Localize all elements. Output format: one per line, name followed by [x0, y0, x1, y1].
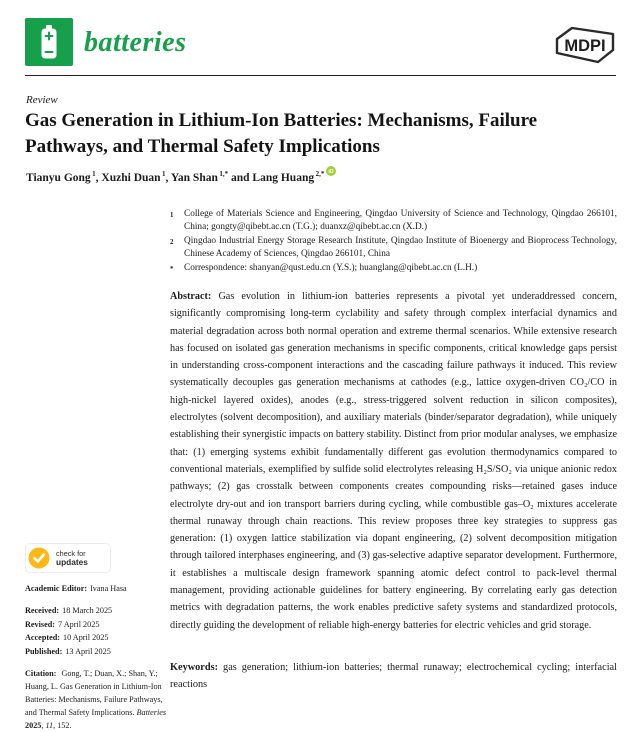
citation-volume: 11 — [45, 720, 54, 730]
affiliation-marker: * — [170, 265, 174, 273]
citation-journal: Batteries — [136, 707, 167, 717]
history-dates-block — [25, 604, 167, 658]
accepted-date: 10 April 2025 — [63, 633, 109, 642]
published-row — [25, 645, 167, 658]
published-date: 13 April 2025 — [65, 646, 111, 656]
keywords-text: gas generation; lithium-ion batteries; thermal runaway; electrochemical cycling; interfacial reactions — [170, 662, 617, 690]
affiliation-item — [170, 235, 617, 262]
revised-date: 7 April 2025 — [58, 619, 100, 629]
revised-label: Revised: — [25, 619, 56, 629]
author-name: Tianyu Gong — [26, 171, 91, 184]
citation-text: Gong, T.; Duan, X.; Shan, Y.; Huang, L. Gas Generation in Lithium-Ion Batteries: Mechanisms, Failure Pathways, and Thermal Safety Implications. — [25, 668, 163, 717]
abstract-paragraph — [170, 288, 617, 634]
citation-label: Citation: — [25, 668, 57, 678]
orcid-icon[interactable] — [326, 166, 336, 176]
abstract-label: Abstract: — [170, 291, 212, 302]
abstract-text: Gas evolution in lithium-ion batteries represents a pivotal yet underaddressed concern, significantly compromising long-term cyclability and safety through complex interfacial dynamics and material degradation across both normal operation and extreme thermal scenarios. While extensive research has focused on isolated gas generation mechanisms in specific components, critical knowledge gaps persist in understanding cross-component interactions and the cascading failure pathways it induced. This review systematically decouples gas generation mechanisms at cathodes (e.g., lattice oxygen-driven CO₂/CO in high-nickel layered oxides), anodes (e.g., stress-triggered solvent reduction in silicon composites), electrolytes (solvent decomposition), and auxiliary materials (binder/separator degradation), while uniquely establishing their synergistic impacts on battery stability. Distinct from prior modular analyses, we emphasize that: (1) emerging systems exhibit fundamentally different gas evolution thermodynamics compared to conventional materials, exemplified by sulfide solid electrolytes releasing H₂S/SO₂ via unique anionic redox pathways; (2) gas crosstalk between components creates compounding risks—retained gases induce electrolyte dry-out and ion transport barriers during cycling, while combustible gas–O₂ mixtures accelerate thermal runaway through chain reactions. This review proposes three key strategies to suppress gas generation: (1) oxygen lattice stabilization via dopant engineering, (2) solvent decomposition mitigation through tailored interphases engineering, and (3) gas-selective adaptive separator development. Furthermore, it establishes a multiscale design framework spanning atomic defect control to pack-level thermal management, providing actionable guidelines for battery engineering. By correlating early gas detection metrics with degradation patterns, the work enables predictive safety systems and standardized protocols, directly guiding the development of reliable high-energy batteries for electric vehicles and grid storage. — [170, 291, 618, 631]
affiliation-text: Qingdao Industrial Energy Storage Research Institute, Qingdao Institute of Bioenergy and Bioprocess Technology, Chinese Academy of Sciences, Qingdao 266101, China — [184, 235, 617, 260]
author-name: Xuzhi Duan — [101, 171, 161, 184]
author-separator: and — [228, 171, 253, 184]
badge-line2: updates — [56, 557, 88, 567]
batteries-journal-logo[interactable] — [25, 18, 73, 66]
published-label: Published: — [25, 646, 63, 656]
mdpi-logo[interactable] — [552, 25, 618, 65]
affiliation-item — [170, 262, 617, 276]
keywords-label: Keywords: — [170, 662, 219, 673]
author-affil-sup: 1 — [92, 170, 96, 178]
mdpi-wordmark: MDPI — [564, 37, 606, 55]
author-separator: , — [165, 171, 171, 184]
accepted-row — [25, 631, 167, 644]
author-affil-sup: 1 — [162, 170, 166, 178]
correspondence-text: Correspondence: shanyan@qust.edu.cn (Y.S.); huanglang@qibebt.ac.cn (L.H.) — [184, 262, 478, 273]
sidebar-meta-column — [25, 543, 167, 732]
received-label: Received: — [25, 606, 60, 615]
battery-icon — [25, 18, 73, 66]
citation-pages: , 152. — [53, 720, 72, 730]
affiliation-text: College of Materials Science and Engineering, Qingdao University of Science and Technology, Qingdao 266101, China; gongty@qibebt.ac.cn (T.G.); duanxz@qibebt.ac.cn (X.D.) — [184, 209, 617, 233]
author-separator: , — [95, 171, 102, 184]
citation-separator: , — [41, 720, 46, 730]
affiliation-marker: 1 — [170, 212, 174, 219]
article-type-label: Review — [26, 94, 58, 106]
revised-row — [25, 618, 167, 631]
received-row — [25, 604, 167, 617]
keywords-paragraph — [170, 659, 617, 693]
affiliation-item — [170, 208, 617, 235]
badge-text — [56, 549, 88, 567]
author-affil-sup: 2,* — [315, 170, 325, 178]
citation-block — [25, 667, 167, 732]
page-title: Gas Generation in Lithium-Ion Batteries: Mechanisms, Failure Pathways, and Thermal Safety Implications — [25, 110, 538, 157]
accepted-label: Accepted: — [25, 633, 61, 642]
badge-line1: check for — [56, 549, 86, 558]
academic-editor-name: Ivana Hasa — [90, 584, 127, 593]
citation-year: 2025 — [25, 720, 42, 730]
affiliation-marker: 2 — [170, 238, 174, 246]
author-name: Yan Shan — [170, 171, 218, 184]
received-date: 18 March 2025 — [62, 606, 113, 615]
svg-text:iD: iD — [328, 169, 334, 176]
authors-line — [26, 166, 620, 184]
check-for-updates-badge[interactable] — [25, 543, 111, 573]
academic-editor-label: Academic Editor: — [25, 584, 88, 593]
author-name: Lang Huang — [252, 171, 315, 184]
journal-name: batteries — [84, 27, 187, 58]
author-affil-sup: 1,* — [219, 170, 229, 178]
affiliations-list — [170, 208, 617, 276]
academic-editor-row — [25, 582, 167, 595]
check-icon — [28, 547, 50, 569]
header-divider — [25, 75, 616, 76]
